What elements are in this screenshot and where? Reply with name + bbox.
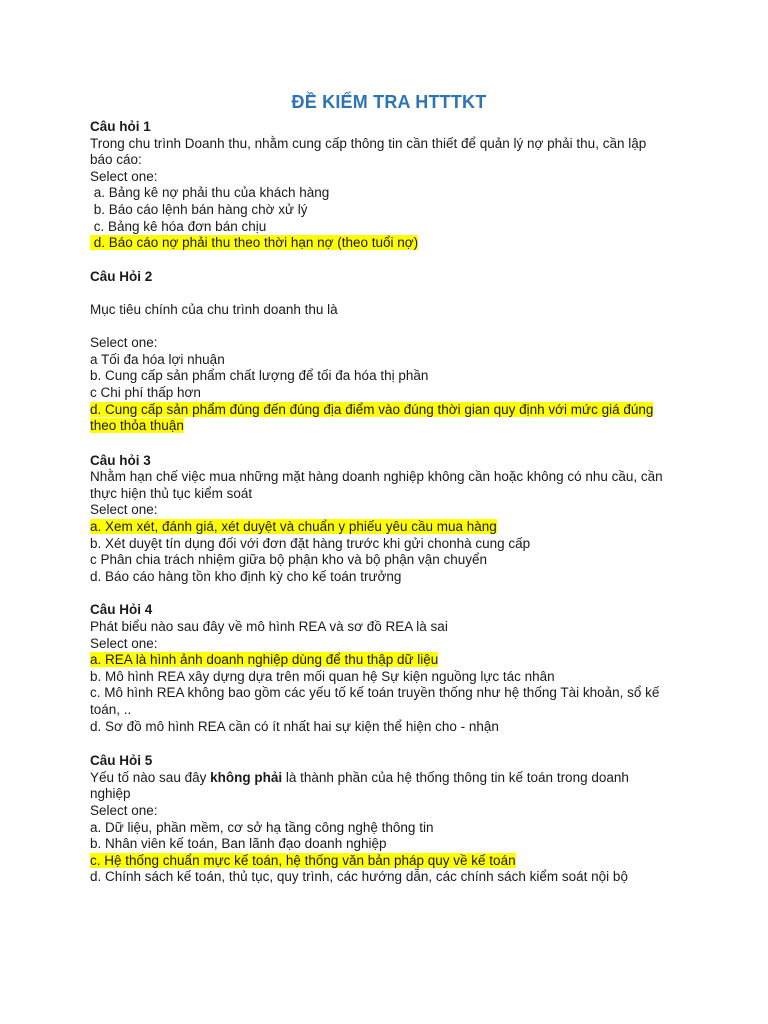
answer-option-correct: a. REA là hình ảnh doanh nghiệp dùng để thu thập dữ liệu xyxy=(90,652,439,668)
question-stem: Phát biểu nào sau đây về mô hình REA và sơ đồ REA là sai xyxy=(90,619,448,635)
select-one-label: Select one: xyxy=(90,802,158,818)
question-heading: Câu Hỏi 2 xyxy=(90,268,153,284)
question-heading: Câu hỏi 1 xyxy=(90,119,151,134)
answer-option: b. Nhân viên kế toán, Ban lãnh đạo doanh nghiệp xyxy=(90,836,387,852)
stem-emphasis: không phải xyxy=(210,769,283,785)
answer-option: c. Bảng kê hóa đơn bán chịu xyxy=(90,218,267,234)
question-4 xyxy=(90,602,688,735)
stem-part: là thành phần của hệ thống thông tin kế toán trong doanh xyxy=(282,769,629,785)
question-stem xyxy=(90,770,688,787)
answer-option: a Tối đa hóa lợi nhuận xyxy=(90,351,225,367)
question-stem: báo cáo: xyxy=(90,152,142,168)
question-heading: Câu hỏi 3 xyxy=(90,452,151,468)
answer-option: b. Mô hình REA xây dựng dựa trên mối quan hệ Sự kiện nguồng lực tác nhân xyxy=(90,668,555,684)
answer-option-cont: toán, .. xyxy=(90,702,132,717)
answer-option: b. Xét duyệt tín dụng đối với đơn đặt hàng trước khi gửi chonhà cung cấp xyxy=(90,535,531,551)
select-one-label: Select one: xyxy=(90,635,158,651)
question-heading: Câu Hỏi 5 xyxy=(90,753,153,769)
select-one-label: Select one: xyxy=(90,168,158,184)
answer-option-correct: d. Báo cáo nợ phải thu theo thời hạn nợ (theo tuổi nợ) xyxy=(90,235,419,251)
question-5 xyxy=(90,753,688,886)
answer-option-correct: d. Cung cấp sản phẩm đúng đến đúng địa điểm vào đúng thời gian quy định với mức giá đúng xyxy=(90,401,654,417)
answer-option: c Chi phí thấp hơn xyxy=(90,384,201,400)
answer-option: d. Chính sách kế toán, thủ tục, quy trình, các hướng dẫn, các chính sách kiểm soát nội bộ xyxy=(90,869,628,885)
answer-option: b. Cung cấp sản phẩm chất lượng để tối đa hóa thị phần xyxy=(90,368,429,384)
answer-option-correct: a. Xem xét, đánh giá, xét duyệt và chuẩn y phiếu yêu cầu mua hàng xyxy=(90,519,497,535)
question-stem: Mục tiêu chính của chu trình doanh thu là xyxy=(90,301,338,317)
question-heading: Câu Hỏi 4 xyxy=(90,602,153,618)
answer-option: d. Sơ đồ mô hình REA cần có ít nhất hai sự kiện thể hiện cho - nhận xyxy=(90,718,499,734)
question-stem: nghiệp xyxy=(90,786,131,802)
question-3 xyxy=(90,453,688,586)
page-title: ĐỀ KIỂM TRA HTTTKT xyxy=(291,92,487,112)
answer-option: a. Dữ liệu, phần mềm, cơ sở hạ tầng công nghệ thông tin xyxy=(90,819,434,835)
answer-option-correct-cont: theo thỏa thuận xyxy=(90,418,184,434)
select-one-label: Select one: xyxy=(90,335,158,351)
select-one-label: Select one: xyxy=(90,502,158,518)
answer-option: d. Báo cáo hàng tồn kho định kỳ cho kế toán trưởng xyxy=(90,568,402,584)
answer-option: c Phân chia trách nhiệm giữa bộ phận kho và bộ phận vận chuyển xyxy=(90,552,488,568)
question-stem: Nhằm hạn chế việc mua những mặt hàng doanh nghiệp không cần hoặc không có nhu cầu, cần xyxy=(90,469,663,485)
stem-part: Yếu tố nào sau đây xyxy=(90,769,211,785)
question-2 xyxy=(90,269,688,435)
answer-option: b. Báo cáo lệnh bán hàng chờ xử lý xyxy=(90,201,308,217)
question-1 xyxy=(90,119,688,252)
question-stem: thực hiện thủ tục kiểm soát xyxy=(90,485,253,501)
question-stem: Trong chu trình Doanh thu, nhằm cung cấp thông tin cần thiết để quản lý nợ phải thu, cần lập xyxy=(90,135,647,151)
answer-option: a. Bảng kê nợ phải thu của khách hàng xyxy=(90,185,330,201)
answer-option-correct: c. Hệ thống chuẩn mực kế toán, hệ thống văn bản pháp quy về kế toán xyxy=(90,852,516,868)
answer-option: c. Mô hình REA không bao gồm các yếu tố kế toán truyền thống như hệ thống Tài khoản, sổ kế xyxy=(90,685,660,701)
